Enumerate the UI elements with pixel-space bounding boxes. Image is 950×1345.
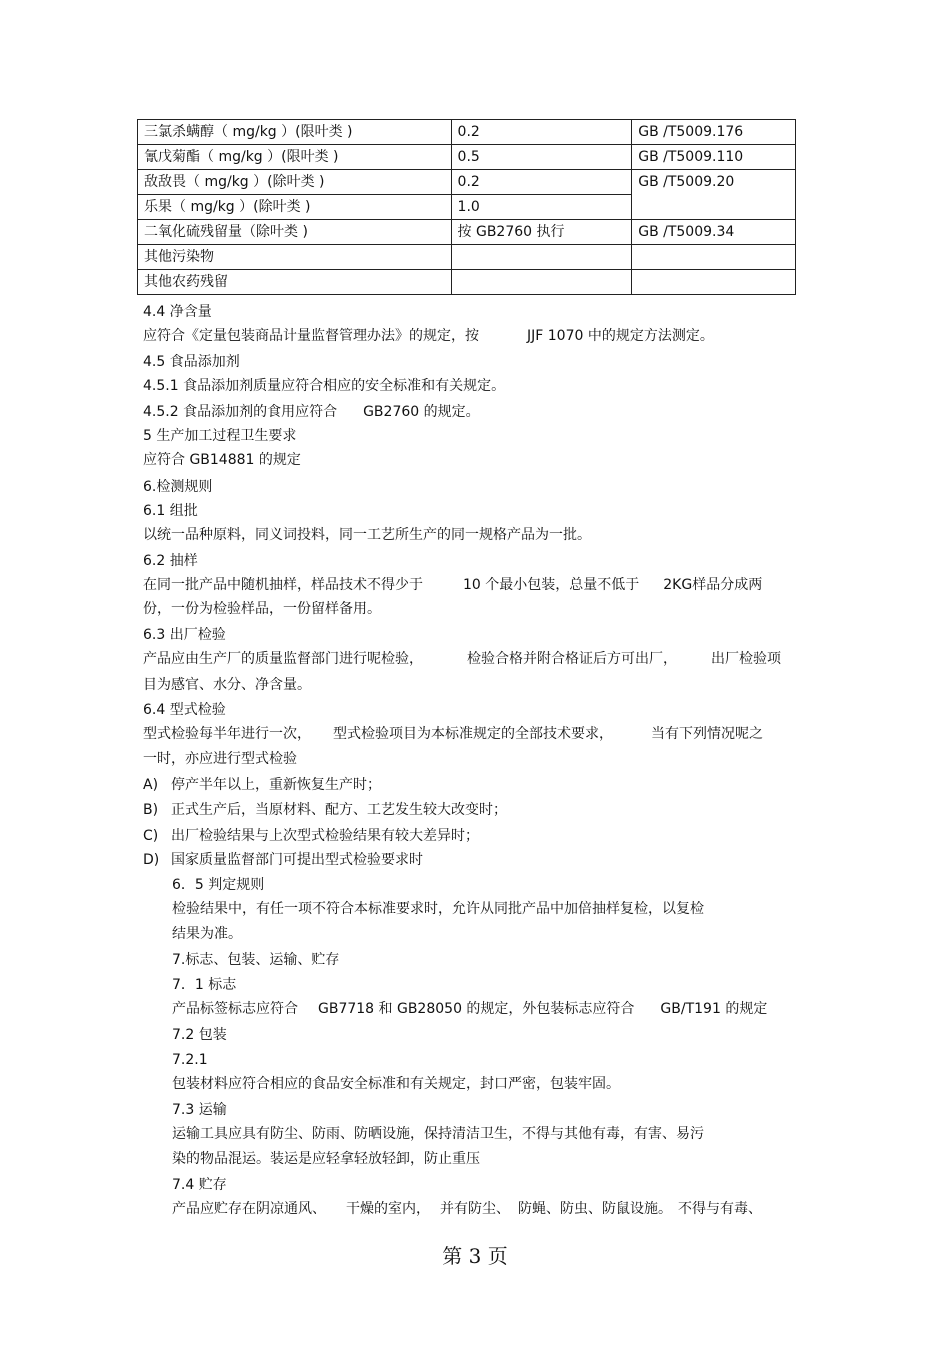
section-heading: 7.4 贮存 xyxy=(172,1177,227,1193)
method-cell xyxy=(632,245,796,270)
section-heading: 7．1 标志 xyxy=(172,977,237,993)
text-span: GB7718 和 GB28050 的规定，外包装标志应符合 xyxy=(318,1001,635,1017)
text-span: 并有防尘、 xyxy=(440,1201,510,1217)
text-span: 10 个最小包装，总量不低于 xyxy=(463,577,640,593)
item-cell: 乐果（ mg/kg ）(除叶类 ) xyxy=(138,195,452,220)
list-label: B) xyxy=(143,802,159,818)
text-span: JJF 1070 中的规定方法测定。 xyxy=(527,328,714,344)
text-span: 出厂检验项 xyxy=(711,651,781,667)
section-heading: 6.检测规则 xyxy=(143,479,213,495)
list-item xyxy=(143,851,423,869)
list-label: D) xyxy=(143,852,160,868)
paragraph-line: 结果为准。 xyxy=(172,926,242,942)
paragraph-line xyxy=(172,1000,767,1018)
page-number: 第 3 页 xyxy=(442,1244,508,1268)
text-span: 应符合《定量包装商品计量监督管理办法》的规定，按 xyxy=(143,328,479,344)
limit-cell: 按 GB2760 执行 xyxy=(451,220,632,245)
text-span: 4.5.2 食品添加剂的食用应符合 xyxy=(143,404,338,420)
list-text: 正式生产后，当原材料、配方、工艺发生较大改变时； xyxy=(171,802,507,818)
list-text: 出厂检验结果与上次型式检验结果有较大差异时； xyxy=(171,828,479,844)
section-heading: 6．5 判定规则 xyxy=(172,877,265,893)
section-heading: 7.2.1 xyxy=(172,1052,208,1068)
table-row xyxy=(138,245,796,270)
list-label: A) xyxy=(143,777,159,793)
method-cell: GB /T5009.34 xyxy=(632,220,796,245)
paragraph-line xyxy=(172,1200,762,1218)
paragraph-line: 包装材料应符合相应的食品安全标准和有关规定，封口严密，包装牢固。 xyxy=(172,1076,620,1092)
table-row xyxy=(138,270,796,295)
paragraph-line xyxy=(143,327,714,345)
text-span: GB/T191 的规定 xyxy=(660,1001,768,1017)
paragraph-line: 以统一品种原料，同义词投料，同一工艺所生产的同一规格产品为一批。 xyxy=(143,527,591,543)
paragraph-line: 染的物品混运。装运是应轻拿轻放轻卸，防止重压 xyxy=(172,1151,480,1167)
section-heading: 4.5 食品添加剂 xyxy=(143,354,240,370)
text-span: 当有下列情况呢之 xyxy=(651,726,763,742)
section-heading: 6.2 抽样 xyxy=(143,553,198,569)
section-heading: 6.3 出厂检验 xyxy=(143,627,226,643)
item-cell: 敌敌畏（ mg/kg ）(除叶类 ) xyxy=(138,170,452,195)
paragraph-line xyxy=(143,403,480,421)
limit-cell xyxy=(451,270,632,295)
list-item xyxy=(143,801,507,819)
paragraph-line: 份，一份为检验样品，一份留样备用。 xyxy=(143,601,381,617)
text-span: 在同一批产品中随机抽样，样品技术不得少于 xyxy=(143,577,423,593)
method-cell: GB /T5009.176 xyxy=(632,120,796,145)
section-heading: 7.2 包装 xyxy=(172,1027,227,1043)
paragraph-line: 4.5.1 食品添加剂质量应符合相应的安全标准和有关规定。 xyxy=(143,378,506,394)
paragraph-line xyxy=(143,576,762,594)
item-cell: 其他污染物 xyxy=(138,245,452,270)
table-row xyxy=(138,145,796,170)
list-item xyxy=(143,776,381,794)
method-cell: GB /T5009.110 xyxy=(632,145,796,170)
text-span: 产品应贮存在阴凉通风、 xyxy=(172,1201,326,1217)
paragraph-line xyxy=(143,725,763,743)
section-heading: 6.1 组批 xyxy=(143,503,198,519)
list-text: 停产半年以上，重新恢复生产时； xyxy=(171,777,381,793)
item-cell: 二氧化硫残留量（除叶类 ) xyxy=(138,220,452,245)
section-heading: 6.4 型式检验 xyxy=(143,702,226,718)
table-row xyxy=(138,170,796,195)
text-span: 型式检验每半年进行一次， xyxy=(143,726,311,742)
method-cell: GB /T5009.20 xyxy=(632,170,796,220)
section-heading: 7.3 运输 xyxy=(172,1102,227,1118)
paragraph-line: 一时，亦应进行型式检验 xyxy=(143,751,297,767)
paragraph-line: 目为感官、水分、净含量。 xyxy=(143,677,311,693)
table-row xyxy=(138,120,796,145)
section-heading: 7.标志、包装、运输、贮存 xyxy=(172,952,340,968)
text-span: GB2760 的规定。 xyxy=(363,404,480,420)
paragraph-line: 应符合 GB14881 的规定 xyxy=(143,452,301,468)
limit-cell: 1.0 xyxy=(451,195,632,220)
table-row xyxy=(138,220,796,245)
limit-cell: 0.2 xyxy=(451,170,632,195)
item-cell: 氰戊菊酯（ mg/kg ）(限叶类 ) xyxy=(138,145,452,170)
item-cell: 三氯杀螨醇（ mg/kg ）(限叶类 ) xyxy=(138,120,452,145)
text-span: 检验合格并附合格证后方可出厂， xyxy=(467,651,677,667)
limits-table xyxy=(137,119,796,295)
paragraph-line xyxy=(143,650,781,668)
list-item xyxy=(143,827,479,845)
text-span: 产品应由生产厂的质量监督部门进行呢检验， xyxy=(143,651,423,667)
text-span: 干燥的室内， xyxy=(346,1201,430,1217)
text-span: 不得与有毒、 xyxy=(678,1201,762,1217)
text-span: 2KG样品分成两 xyxy=(663,577,763,593)
section-heading: 5 生产加工过程卫生要求 xyxy=(143,428,297,444)
limit-cell: 0.5 xyxy=(451,145,632,170)
limit-cell: 0.2 xyxy=(451,120,632,145)
method-cell xyxy=(632,270,796,295)
paragraph-line: 运输工具应具有防尘、防雨、防晒设施，保持清洁卫生，不得与其他有毒，有害、易污 xyxy=(172,1126,704,1142)
list-text: 国家质量监督部门可提出型式检验要求时 xyxy=(171,852,423,868)
text-span: 产品标签标志应符合 xyxy=(172,1001,298,1017)
text-span: 防蝇、防虫、防鼠设施。 xyxy=(518,1201,672,1217)
limit-cell xyxy=(451,245,632,270)
text-span: 型式检验项目为本标准规定的全部技术要求， xyxy=(333,726,613,742)
list-label: C) xyxy=(143,828,159,844)
section-heading: 4.4 净含量 xyxy=(143,304,212,320)
paragraph-line: 检验结果中，有任一项不符合本标准要求时，允许从同批产品中加倍抽样复检，以复检 xyxy=(172,901,704,917)
item-cell: 其他农药残留 xyxy=(138,270,452,295)
